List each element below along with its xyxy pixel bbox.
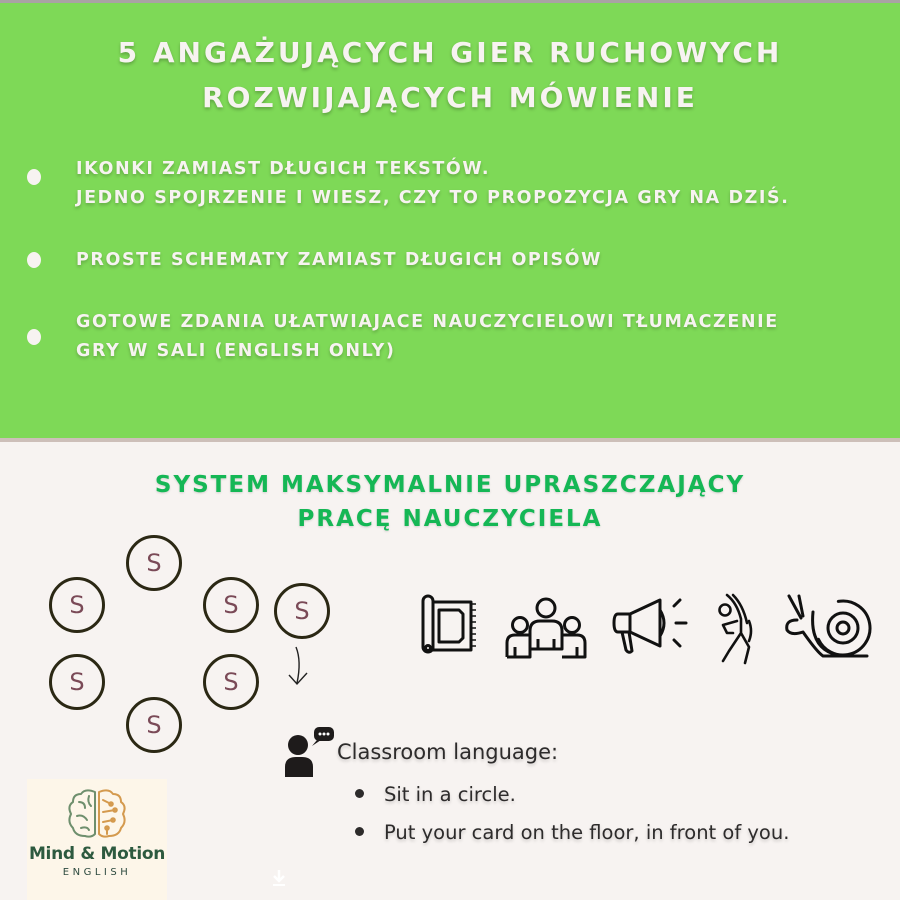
classroom-language-item: [355, 783, 516, 806]
student-label: S: [69, 668, 85, 696]
student-label: S: [146, 549, 162, 577]
student-label: S: [294, 597, 310, 625]
bullet-dot-icon: [27, 329, 41, 345]
bullet-dot-icon: [27, 252, 41, 268]
student-circle: [203, 654, 259, 710]
speaking-person-icon: [284, 725, 336, 777]
logo-name: Mind & Motion: [28, 844, 166, 864]
student-label: S: [223, 668, 239, 696]
classroom-language-item: [355, 821, 789, 844]
page-title: [0, 30, 900, 120]
feature-line: PROSTE SCHEMATY ZAMIAST DŁUGICH OPISÓW: [76, 250, 603, 270]
subtitle-line-2: PRACĘ NAUCZYCIELA: [297, 506, 603, 532]
download-icon[interactable]: [271, 869, 287, 887]
classroom-language-title: Classroom language:: [337, 740, 559, 764]
arrow-down-icon: [283, 645, 313, 690]
hero-divider: [0, 438, 900, 442]
logo-subtitle: ENGLISH: [62, 867, 132, 878]
brand-logo: [27, 779, 167, 900]
student-label: S: [223, 591, 239, 619]
student-label: S: [69, 591, 85, 619]
feature-line: GOTOWE ZDANIA UŁATWIAJACE NAUCZYCIELOWI TŁUMACZENIE: [76, 312, 779, 332]
section-subtitle: [0, 468, 900, 536]
feature-line: GRY W SALI (ENGLISH ONLY): [76, 341, 396, 361]
student-circle: [49, 654, 105, 710]
student-circle: [126, 697, 182, 753]
bullet-dot-icon: [355, 827, 364, 836]
student-circle-outside: [274, 583, 330, 639]
classroom-language-text: Put your card on the floor, in front of you.: [384, 821, 790, 844]
feature-text: [76, 308, 779, 366]
megaphone-icon: [612, 596, 692, 658]
student-label: S: [146, 711, 162, 739]
feature-text: [76, 155, 789, 213]
page-title-line-2: ROZWIJAJĄCYCH MÓWIENIE: [202, 81, 698, 114]
bullet-dot-icon: [27, 169, 41, 185]
classroom-language-text: Sit in a circle.: [384, 783, 516, 806]
group-icon: [504, 595, 588, 659]
stretching-person-icon: [715, 589, 759, 669]
bullet-dot-icon: [355, 789, 364, 798]
snail-icon: [783, 592, 875, 662]
feature-text: [76, 246, 602, 275]
rug-icon: [419, 590, 479, 662]
subtitle-line-1: SYSTEM MAKSYMALNIE UPRASZCZAJĄCY: [154, 472, 746, 498]
brain-icon: [67, 788, 127, 840]
student-circle: [203, 577, 259, 633]
student-circle: [49, 577, 105, 633]
page-title-line-1: 5 ANGAŻUJĄCYCH GIER RUCHOWYCH: [117, 36, 783, 69]
student-circle: [126, 535, 182, 591]
feature-line: JEDNO SPOJRZENIE I WIESZ, CZY TO PROPOZYCJA GRY NA DZIŚ.: [76, 188, 790, 208]
feature-line: IKONKI ZAMIAST DŁUGICH TEKSTÓW.: [76, 159, 491, 179]
